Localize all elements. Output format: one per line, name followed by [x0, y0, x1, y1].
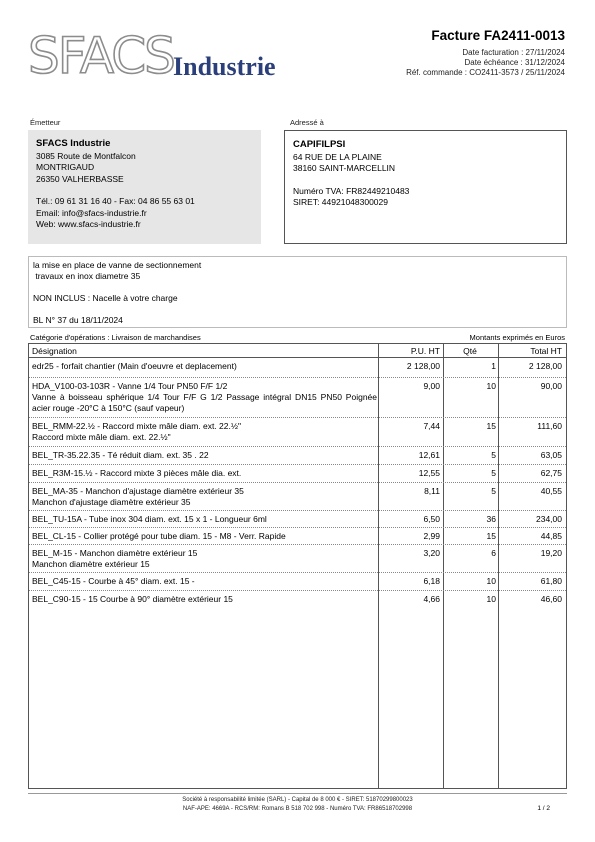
emetteur-address1: 3085 Route de Montfalcon — [36, 150, 136, 161]
row-pu: 12,61 — [418, 450, 440, 460]
table-row — [29, 358, 566, 378]
row-qty: 5 — [491, 450, 496, 460]
row-designation-detail: Manchon d'ajustage diamètre extérieur 35 — [32, 497, 191, 507]
row-qty: 1 — [491, 361, 496, 371]
table-row — [29, 378, 566, 418]
row-designation — [32, 381, 377, 414]
row-designation-title: BEL_RMM-22.½ - Raccord mixte mâle diam. ext. 22.½" — [32, 421, 241, 431]
row-total: 63,05 — [540, 450, 562, 460]
header-pu: P.U. HT — [410, 346, 440, 356]
row-total: 46,60 — [540, 594, 562, 604]
emetteur-box — [28, 130, 261, 244]
row-pu: 6,18 — [423, 576, 440, 586]
emetteur-address2: MONTRIGAUD — [36, 162, 95, 172]
emetteur-label: Émetteur — [30, 118, 61, 127]
description-line4: BL N° 37 du 18/11/2024 — [33, 315, 123, 325]
row-designation-title: BEL_M-15 - Manchon diamètre extérieur 15 — [32, 548, 198, 558]
row-qty: 15 — [486, 531, 496, 541]
logo-industrie-text: Industrie — [173, 52, 276, 81]
row-qty: 5 — [491, 486, 496, 496]
row-total: 234,00 — [536, 514, 562, 524]
row-pu: 2,99 — [423, 531, 440, 541]
row-qty: 15 — [486, 421, 496, 431]
table-row — [29, 573, 566, 591]
emetteur-web[interactable]: Web: www.sfacs-industrie.fr — [36, 219, 141, 229]
footer-line1: Société à responsabilité limitée (SARL) - Capital de 8 000 € - SIRET: 51870299800023 — [182, 797, 413, 803]
logo-sfacs-text: SFACS — [28, 27, 174, 85]
row-pu: 8,11 — [424, 486, 440, 496]
adresse-box — [284, 130, 567, 244]
header-qty: Qté — [463, 346, 477, 356]
row-designation: BEL_C45-15 - Courbe à 45° diam. ext. 15 - — [32, 576, 195, 586]
emetteur-address3: 26350 VALHERBASSE — [36, 173, 124, 184]
amount-note: Montants exprimés en Euros — [469, 333, 565, 342]
emetteur-email[interactable]: Email: info@sfacs-industrie.fr — [36, 207, 147, 218]
ref-commande: Réf. commande : CO2411-3573 / 25/11/2024 — [406, 68, 565, 77]
row-qty: 36 — [486, 514, 496, 524]
table-row — [29, 447, 566, 465]
row-total: 2 128,00 — [528, 361, 562, 371]
row-qty: 10 — [486, 594, 496, 604]
row-designation-title: HDA_V100-03-103R - Vanne 1/4 Tour PN50 F/F 1/2 — [32, 381, 228, 391]
row-total: 44,85 — [540, 531, 562, 541]
footer-divider — [28, 793, 567, 794]
page-number: 1 / 2 — [537, 805, 550, 812]
row-designation-detail: Vanne à boisseau sphérique 1/4 Tour F/F G 1/2 Passage intégral DN15 PN50 Poignée acier rouge -20°C à 150°C (sauf vapeur) — [32, 392, 377, 413]
row-total: 111,60 — [537, 421, 562, 431]
row-designation-detail: Raccord mixte mâle diam. ext. 22.½" — [32, 432, 171, 442]
table-header — [29, 344, 566, 358]
emetteur-name: SFACS Industrie — [36, 138, 111, 149]
row-pu: 4,66 — [423, 594, 440, 604]
row-pu: 6,50 — [423, 514, 440, 524]
description-line2: travaux en inox diametre 35 — [33, 271, 141, 281]
row-designation: BEL_TR-35.22.35 - Té réduit diam. ext. 35 . 22 — [32, 450, 209, 460]
table-row — [29, 418, 566, 447]
category-line: Catégorie d'opérations : Livraison de marchandises — [30, 333, 201, 342]
table-row — [29, 483, 566, 511]
company-logo — [28, 28, 288, 88]
row-designation: edr25 - forfait chantier (Main d'oeuvre et deplacement) — [32, 361, 237, 371]
adresse-tva: Numéro TVA: FR82449210483 — [293, 185, 410, 196]
date-facturation: Date facturation : 27/11/2024 — [462, 48, 565, 57]
row-pu: 7,44 — [423, 421, 440, 431]
row-total: 90,00 — [540, 381, 562, 391]
row-designation — [32, 486, 377, 508]
date-echeance: Date échéance : 31/12/2024 — [464, 58, 565, 67]
adresse-siret: SIRET: 44921048300029 — [293, 197, 388, 207]
header-designation: Désignation — [32, 346, 77, 356]
description-box — [28, 256, 567, 328]
row-designation: BEL_R3M-15.½ - Raccord mixte 3 pièces mâle dia. ext. — [32, 468, 242, 478]
adresse-address2: 38160 SAINT-MARCELLIN — [293, 163, 396, 173]
row-designation — [32, 421, 377, 443]
footer-line2: NAF-APE: 4669A - RCS/RM: Romans B 518 702 998 - Numéro TVA: FR86518702998 — [182, 806, 413, 812]
header-total: Total HT — [530, 346, 562, 356]
row-designation: BEL_TU-15A - Tube inox 304 diam. ext. 15 x 1 - Longueur 6ml — [32, 514, 267, 524]
table-row — [29, 511, 566, 528]
invoice-meta — [406, 48, 565, 78]
row-total: 62,75 — [540, 468, 562, 478]
row-designation — [32, 548, 377, 570]
row-designation: BEL_C90-15 - 15 Courbe à 90° diamètre extérieur 15 — [32, 594, 233, 604]
table-row — [29, 528, 566, 545]
row-qty: 5 — [491, 468, 496, 478]
row-total: 61,80 — [540, 576, 562, 586]
row-qty: 10 — [486, 576, 496, 586]
row-total: 19,20 — [540, 548, 562, 558]
adresse-label: Adressé à — [290, 118, 324, 127]
footer — [0, 796, 595, 814]
row-designation: BEL_CL-15 - Collier protégé pour tube diam. 15 - M8 - Verr. Rapide — [32, 531, 286, 541]
adresse-name: CAPIFILPSI — [293, 139, 346, 150]
row-total: 40,55 — [540, 486, 562, 496]
row-pu: 3,20 — [423, 548, 440, 558]
row-pu: 2 128,00 — [406, 361, 440, 371]
row-designation-detail: Manchon diamètre extérieur 15 — [32, 559, 150, 569]
table-row — [29, 591, 566, 609]
emetteur-phone: Tél.: 09 61 31 16 40 - Fax: 04 86 55 63 01 — [36, 196, 195, 206]
description-line3: NON INCLUS : Nacelle à votre charge — [33, 293, 178, 303]
items-table — [28, 343, 567, 789]
table-row — [29, 465, 566, 483]
adresse-address1: 64 RUE DE LA PLAINE — [293, 151, 382, 162]
table-row — [29, 545, 566, 573]
row-qty: 6 — [491, 548, 496, 558]
invoice-title: Facture FA2411-0013 — [431, 28, 565, 43]
row-pu: 12,55 — [418, 468, 440, 478]
row-qty: 10 — [486, 381, 496, 391]
row-pu: 9,00 — [423, 381, 440, 391]
description-line1: la mise en place de vanne de sectionnement — [33, 260, 202, 270]
row-designation-title: BEL_MA-35 - Manchon d'ajustage diamètre extérieur 35 — [32, 486, 244, 496]
